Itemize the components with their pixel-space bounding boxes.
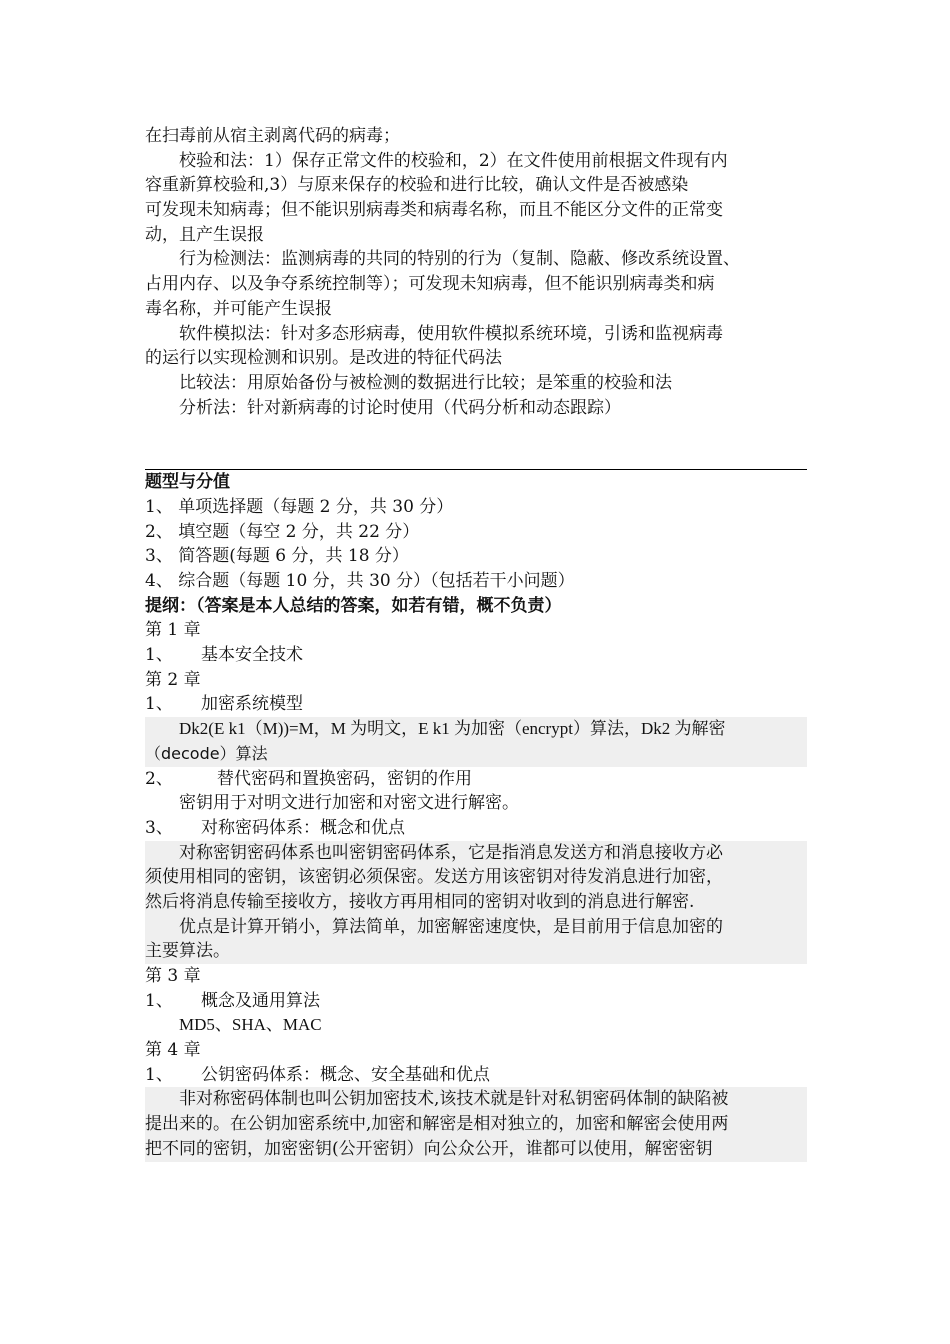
text-line: 占用内存、以及争夺系统控制等）；可发现未知病毒，但不能识别病毒类和病 — [145, 274, 715, 295]
item-number: 1、 — [145, 990, 173, 1011]
analysis-method-line: 分析法：针对新病毒的讨论时使用（代码分析和动态跟踪） — [179, 397, 621, 418]
item-text: 公钥密码体系：概念、安全基础和优点 — [201, 1064, 490, 1085]
list-number: 1、 — [145, 496, 173, 517]
simulation-method-line: 软件模拟法：针对多态形病毒，使用软件模拟系统环境，引诱和监视病毒 — [179, 323, 723, 344]
text-line: 在扫毒前从宿主剥离代码的病毒； — [145, 126, 400, 146]
answer-line: 把不同的密钥，加密密钥(公开密钥）向公众公开，谁都可以使用，解密密钥 — [145, 1138, 713, 1159]
answer-block — [145, 841, 807, 964]
question-types-heading: 题型与分值 — [145, 472, 230, 493]
behavior-method-line: 行为检测法：监测病毒的共同的特别的行为（复制、隐蔽、修改系统设置、 — [179, 249, 740, 270]
outline-item — [145, 989, 807, 1014]
answer-line: 主要算法。 — [145, 941, 230, 962]
answer-block — [145, 1087, 807, 1161]
item-text: 替代密码和置换密码，密钥的作用 — [217, 768, 472, 789]
item-number: 1、 — [145, 1064, 173, 1085]
answer-line: 非对称密码体制也叫公钥加密技术,该技术就是针对私钥密码体制的缺陷被 — [179, 1089, 729, 1110]
text-line: 可发现未知病毒；但不能识别病毒类和病毒名称，而且不能区分文件的正常变 — [145, 200, 723, 221]
answer-line: Dk2(E k1（M))=M，M 为明文，E k1 为加密（encrypt）算法，Dk2 为解密 — [179, 719, 726, 739]
answer-line: MD5、SHA、MAC — [179, 1015, 322, 1035]
list-item — [145, 520, 807, 545]
outline-item — [145, 643, 807, 668]
outline-item — [145, 692, 807, 717]
list-number: 2、 — [145, 521, 173, 542]
answer-line: （decode）算法 — [145, 743, 268, 763]
chapter-title: 第 1 章 — [145, 620, 201, 641]
compare-method-line: 比较法：用原始备份与被检测的数据进行比较；是笨重的校验和法 — [179, 372, 672, 393]
text-line: 动，且产生误报 — [145, 224, 264, 245]
text-line: 容重新算校验和,3）与原来保存的校验和进行比较，确认文件是否被感染 — [145, 175, 689, 196]
answer-block — [145, 717, 807, 766]
list-item — [145, 544, 807, 569]
answer-line: 优点是计算开销小，算法简单，加密解密速度快，是目前用于信息加密的 — [179, 916, 723, 937]
list-text: 填空题（每空 2 分，共 22 分） — [178, 521, 420, 542]
answer-line: 然后将消息传输至接收方，接收方再用相同的密钥对收到的消息进行解密. — [145, 891, 695, 912]
spacer — [145, 420, 807, 469]
chapter-title: 第 3 章 — [145, 966, 201, 986]
answer-line: 对称密钥密码体系也叫密钥密码体系，它是指消息发送方和消息接收方必 — [179, 842, 723, 863]
item-text: 基本安全技术 — [201, 645, 303, 666]
item-number: 2、 — [145, 768, 173, 789]
outline-item — [145, 767, 807, 792]
item-number: 1、 — [145, 694, 173, 715]
item-number: 1、 — [145, 645, 173, 666]
list-number: 3、 — [145, 546, 173, 567]
text-line: 的运行以实现检测和识别。是改进的特征代码法 — [145, 348, 502, 369]
outline-item — [145, 1063, 807, 1088]
text-line: 毒名称，并可能产生误报 — [145, 298, 332, 319]
item-text: 概念及通用算法 — [201, 990, 320, 1011]
answer-line: 须使用相同的密钥，该密钥必须保密。发送方用该密钥对待发消息进行加密， — [145, 867, 723, 888]
checksum-method-line: 校验和法：1）保存正常文件的校验和，2）在文件使用前根据文件现有内 — [179, 150, 728, 171]
chapter-title: 第 2 章 — [145, 669, 201, 690]
list-item — [145, 569, 807, 594]
document-page — [145, 124, 807, 1162]
list-text: 综合题（每题 10 分，共 30 分）（包括若干小问题） — [178, 571, 575, 591]
outline-item — [145, 816, 807, 841]
item-text: 对称密码体系：概念和优点 — [201, 817, 405, 838]
list-text: 简答题(每题 6 分，共 18 分） — [178, 546, 409, 567]
answer-line: 密钥用于对明文进行加密和对密文进行解密。 — [179, 793, 519, 814]
item-text: 加密系统模型 — [201, 694, 303, 715]
item-number: 3、 — [145, 817, 173, 838]
answer-line: 提出来的。在公钥加密系统中,加密和解密是相对独立的，加密和解密会使用两 — [145, 1114, 729, 1135]
outline-heading: 提纲：（答案是本人总结的答案，如若有错，概不负责） — [145, 595, 562, 616]
chapter-title: 第 4 章 — [145, 1040, 201, 1061]
list-item — [145, 495, 807, 520]
list-text: 单项选择题（每题 2 分，共 30 分） — [178, 496, 454, 517]
list-number: 4、 — [145, 571, 173, 591]
